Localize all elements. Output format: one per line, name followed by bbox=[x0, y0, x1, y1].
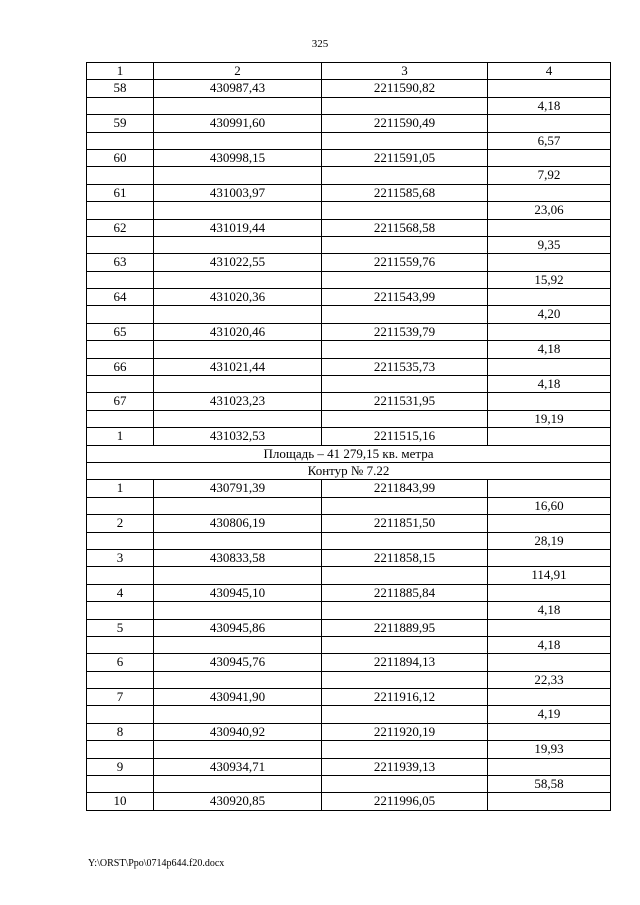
distance-cell bbox=[488, 689, 611, 706]
point-row bbox=[87, 80, 611, 97]
point-row bbox=[87, 723, 611, 740]
point-row bbox=[87, 184, 611, 201]
point-number-cell bbox=[87, 132, 154, 149]
y-coordinate-cell bbox=[322, 671, 488, 688]
y-coordinate-cell bbox=[322, 567, 488, 584]
x-coordinate-cell bbox=[154, 236, 322, 253]
y-coordinate-cell: 2211889,95 bbox=[322, 619, 488, 636]
distance-cell bbox=[488, 254, 611, 271]
section-label: Контур № 7.22 bbox=[87, 462, 611, 479]
y-coordinate-cell: 2211515,16 bbox=[322, 428, 488, 445]
section-row bbox=[87, 462, 611, 479]
distance-cell: 15,92 bbox=[488, 271, 611, 288]
distance-cell bbox=[488, 323, 611, 340]
x-coordinate-cell: 430991,60 bbox=[154, 115, 322, 132]
y-coordinate-cell bbox=[322, 602, 488, 619]
x-coordinate-cell bbox=[154, 706, 322, 723]
x-coordinate-cell bbox=[154, 341, 322, 358]
point-row bbox=[87, 584, 611, 601]
x-coordinate-cell bbox=[154, 567, 322, 584]
distance-row bbox=[87, 376, 611, 393]
distance-cell: 4,18 bbox=[488, 341, 611, 358]
point-number-cell bbox=[87, 202, 154, 219]
point-number-cell: 1 bbox=[87, 428, 154, 445]
point-number-cell: 4 bbox=[87, 584, 154, 601]
y-coordinate-cell bbox=[322, 236, 488, 253]
point-row bbox=[87, 549, 611, 566]
x-coordinate-cell bbox=[154, 602, 322, 619]
point-number-cell: 63 bbox=[87, 254, 154, 271]
section-label: Площадь – 41 279,15 кв. метра bbox=[87, 445, 611, 462]
point-number-cell: 67 bbox=[87, 393, 154, 410]
y-coordinate-cell: 2211559,76 bbox=[322, 254, 488, 271]
point-number-cell: 60 bbox=[87, 149, 154, 166]
y-coordinate-cell: 2211531,95 bbox=[322, 393, 488, 410]
x-coordinate-cell bbox=[154, 97, 322, 114]
distance-cell: 19,19 bbox=[488, 410, 611, 427]
x-coordinate-cell bbox=[154, 410, 322, 427]
point-row bbox=[87, 358, 611, 375]
point-row bbox=[87, 115, 611, 132]
distance-cell bbox=[488, 515, 611, 532]
point-number-cell bbox=[87, 706, 154, 723]
x-coordinate-cell: 430806,19 bbox=[154, 515, 322, 532]
point-number-cell bbox=[87, 167, 154, 184]
x-coordinate-cell: 431022,55 bbox=[154, 254, 322, 271]
y-coordinate-cell: 2211539,79 bbox=[322, 323, 488, 340]
point-row bbox=[87, 654, 611, 671]
y-coordinate-cell bbox=[322, 532, 488, 549]
distance-cell bbox=[488, 793, 611, 810]
section-row bbox=[87, 445, 611, 462]
distance-row bbox=[87, 202, 611, 219]
point-number-cell: 64 bbox=[87, 289, 154, 306]
distance-row bbox=[87, 567, 611, 584]
point-number-cell: 61 bbox=[87, 184, 154, 201]
y-coordinate-cell bbox=[322, 497, 488, 514]
header-cell-4: 4 bbox=[488, 63, 611, 80]
y-coordinate-cell: 2211843,99 bbox=[322, 480, 488, 497]
distance-cell bbox=[488, 619, 611, 636]
point-number-cell bbox=[87, 271, 154, 288]
point-number-cell: 7 bbox=[87, 689, 154, 706]
y-coordinate-cell: 2211885,84 bbox=[322, 584, 488, 601]
x-coordinate-cell: 430945,76 bbox=[154, 654, 322, 671]
x-coordinate-cell bbox=[154, 132, 322, 149]
point-number-cell: 66 bbox=[87, 358, 154, 375]
x-coordinate-cell bbox=[154, 497, 322, 514]
distance-row bbox=[87, 671, 611, 688]
point-number-cell bbox=[87, 776, 154, 793]
table-body bbox=[87, 80, 611, 810]
x-coordinate-cell bbox=[154, 636, 322, 653]
point-number-cell bbox=[87, 636, 154, 653]
y-coordinate-cell: 2211591,05 bbox=[322, 149, 488, 166]
x-coordinate-cell: 431032,53 bbox=[154, 428, 322, 445]
header-cell-3: 3 bbox=[322, 63, 488, 80]
point-number-cell bbox=[87, 376, 154, 393]
distance-cell: 16,60 bbox=[488, 497, 611, 514]
x-coordinate-cell: 430945,86 bbox=[154, 619, 322, 636]
y-coordinate-cell bbox=[322, 306, 488, 323]
distance-cell bbox=[488, 428, 611, 445]
x-coordinate-cell bbox=[154, 741, 322, 758]
point-number-cell: 59 bbox=[87, 115, 154, 132]
distance-cell bbox=[488, 184, 611, 201]
point-row bbox=[87, 289, 611, 306]
distance-row bbox=[87, 341, 611, 358]
distance-row bbox=[87, 97, 611, 114]
x-coordinate-cell: 431003,97 bbox=[154, 184, 322, 201]
distance-row bbox=[87, 706, 611, 723]
point-row bbox=[87, 254, 611, 271]
distance-cell bbox=[488, 480, 611, 497]
distance-cell bbox=[488, 358, 611, 375]
point-number-cell: 1 bbox=[87, 480, 154, 497]
point-number-cell: 5 bbox=[87, 619, 154, 636]
y-coordinate-cell: 2211535,73 bbox=[322, 358, 488, 375]
x-coordinate-cell: 430987,43 bbox=[154, 80, 322, 97]
point-row bbox=[87, 219, 611, 236]
coordinates-table bbox=[86, 62, 611, 811]
distance-cell bbox=[488, 654, 611, 671]
point-row bbox=[87, 689, 611, 706]
distance-row bbox=[87, 306, 611, 323]
y-coordinate-cell: 2211916,12 bbox=[322, 689, 488, 706]
point-row bbox=[87, 515, 611, 532]
y-coordinate-cell: 2211590,82 bbox=[322, 80, 488, 97]
y-coordinate-cell bbox=[322, 341, 488, 358]
x-coordinate-cell bbox=[154, 532, 322, 549]
distance-cell: 6,57 bbox=[488, 132, 611, 149]
distance-row bbox=[87, 167, 611, 184]
x-coordinate-cell: 431021,44 bbox=[154, 358, 322, 375]
page-number: 325 bbox=[311, 38, 329, 50]
point-number-cell bbox=[87, 236, 154, 253]
y-coordinate-cell bbox=[322, 776, 488, 793]
distance-cell bbox=[488, 758, 611, 775]
header-cell-2: 2 bbox=[154, 63, 322, 80]
y-coordinate-cell bbox=[322, 636, 488, 653]
y-coordinate-cell: 2211996,05 bbox=[322, 793, 488, 810]
point-number-cell bbox=[87, 567, 154, 584]
y-coordinate-cell bbox=[322, 741, 488, 758]
distance-row bbox=[87, 636, 611, 653]
y-coordinate-cell bbox=[322, 706, 488, 723]
distance-row bbox=[87, 532, 611, 549]
point-number-cell: 6 bbox=[87, 654, 154, 671]
point-number-cell bbox=[87, 306, 154, 323]
distance-cell: 114,91 bbox=[488, 567, 611, 584]
point-row bbox=[87, 758, 611, 775]
point-row bbox=[87, 393, 611, 410]
distance-row bbox=[87, 410, 611, 427]
point-row bbox=[87, 428, 611, 445]
distance-cell: 7,92 bbox=[488, 167, 611, 184]
distance-row bbox=[87, 132, 611, 149]
y-coordinate-cell bbox=[322, 97, 488, 114]
point-number-cell: 9 bbox=[87, 758, 154, 775]
y-coordinate-cell bbox=[322, 410, 488, 427]
point-number-cell bbox=[87, 602, 154, 619]
point-number-cell bbox=[87, 741, 154, 758]
point-number-cell bbox=[87, 341, 154, 358]
point-number-cell: 3 bbox=[87, 549, 154, 566]
point-number-cell: 8 bbox=[87, 723, 154, 740]
point-number-cell: 65 bbox=[87, 323, 154, 340]
distance-cell bbox=[488, 393, 611, 410]
point-row bbox=[87, 323, 611, 340]
point-number-cell: 10 bbox=[87, 793, 154, 810]
y-coordinate-cell bbox=[322, 132, 488, 149]
point-row bbox=[87, 793, 611, 810]
distance-row bbox=[87, 271, 611, 288]
distance-row bbox=[87, 236, 611, 253]
distance-cell bbox=[488, 149, 611, 166]
distance-cell: 28,19 bbox=[488, 532, 611, 549]
point-row bbox=[87, 480, 611, 497]
distance-cell bbox=[488, 289, 611, 306]
y-coordinate-cell bbox=[322, 202, 488, 219]
x-coordinate-cell bbox=[154, 271, 322, 288]
y-coordinate-cell: 2211858,15 bbox=[322, 549, 488, 566]
distance-cell bbox=[488, 549, 611, 566]
x-coordinate-cell bbox=[154, 671, 322, 688]
point-number-cell bbox=[87, 532, 154, 549]
y-coordinate-cell bbox=[322, 271, 488, 288]
y-coordinate-cell: 2211851,50 bbox=[322, 515, 488, 532]
point-row bbox=[87, 149, 611, 166]
x-coordinate-cell bbox=[154, 306, 322, 323]
point-number-cell bbox=[87, 97, 154, 114]
x-coordinate-cell: 431023,23 bbox=[154, 393, 322, 410]
file-path-footer: Y:\ORST\Ppo\0714p644.f20.docx bbox=[88, 858, 225, 869]
x-coordinate-cell bbox=[154, 776, 322, 793]
distance-cell: 23,06 bbox=[488, 202, 611, 219]
header-cell-1: 1 bbox=[87, 63, 154, 80]
x-coordinate-cell: 430920,85 bbox=[154, 793, 322, 810]
x-coordinate-cell: 430941,90 bbox=[154, 689, 322, 706]
point-number-cell: 2 bbox=[87, 515, 154, 532]
distance-cell: 4,19 bbox=[488, 706, 611, 723]
distance-cell: 19,93 bbox=[488, 741, 611, 758]
y-coordinate-cell: 2211920,19 bbox=[322, 723, 488, 740]
point-number-cell bbox=[87, 497, 154, 514]
distance-cell bbox=[488, 584, 611, 601]
distance-cell bbox=[488, 723, 611, 740]
x-coordinate-cell bbox=[154, 376, 322, 393]
distance-cell: 9,35 bbox=[488, 236, 611, 253]
distance-cell bbox=[488, 115, 611, 132]
y-coordinate-cell: 2211894,13 bbox=[322, 654, 488, 671]
y-coordinate-cell: 2211568,58 bbox=[322, 219, 488, 236]
x-coordinate-cell: 430940,92 bbox=[154, 723, 322, 740]
x-coordinate-cell: 430945,10 bbox=[154, 584, 322, 601]
distance-cell: 4,20 bbox=[488, 306, 611, 323]
distance-cell: 4,18 bbox=[488, 97, 611, 114]
x-coordinate-cell: 430998,15 bbox=[154, 149, 322, 166]
distance-row bbox=[87, 602, 611, 619]
x-coordinate-cell: 431020,46 bbox=[154, 323, 322, 340]
distance-cell: 4,18 bbox=[488, 636, 611, 653]
x-coordinate-cell bbox=[154, 167, 322, 184]
distance-cell: 4,18 bbox=[488, 602, 611, 619]
x-coordinate-cell: 430934,71 bbox=[154, 758, 322, 775]
distance-row bbox=[87, 776, 611, 793]
distance-cell bbox=[488, 80, 611, 97]
x-coordinate-cell: 430791,39 bbox=[154, 480, 322, 497]
distance-cell: 4,18 bbox=[488, 376, 611, 393]
y-coordinate-cell bbox=[322, 376, 488, 393]
point-row bbox=[87, 619, 611, 636]
x-coordinate-cell: 431020,36 bbox=[154, 289, 322, 306]
distance-cell: 22,33 bbox=[488, 671, 611, 688]
x-coordinate-cell: 431019,44 bbox=[154, 219, 322, 236]
y-coordinate-cell: 2211543,99 bbox=[322, 289, 488, 306]
point-number-cell bbox=[87, 410, 154, 427]
y-coordinate-cell bbox=[322, 167, 488, 184]
header-row bbox=[87, 63, 611, 80]
distance-row bbox=[87, 741, 611, 758]
distance-cell: 58,58 bbox=[488, 776, 611, 793]
y-coordinate-cell: 2211939,13 bbox=[322, 758, 488, 775]
distance-row bbox=[87, 497, 611, 514]
point-number-cell: 58 bbox=[87, 80, 154, 97]
x-coordinate-cell: 430833,58 bbox=[154, 549, 322, 566]
point-number-cell bbox=[87, 671, 154, 688]
point-number-cell: 62 bbox=[87, 219, 154, 236]
y-coordinate-cell: 2211590,49 bbox=[322, 115, 488, 132]
x-coordinate-cell bbox=[154, 202, 322, 219]
y-coordinate-cell: 2211585,68 bbox=[322, 184, 488, 201]
distance-cell bbox=[488, 219, 611, 236]
